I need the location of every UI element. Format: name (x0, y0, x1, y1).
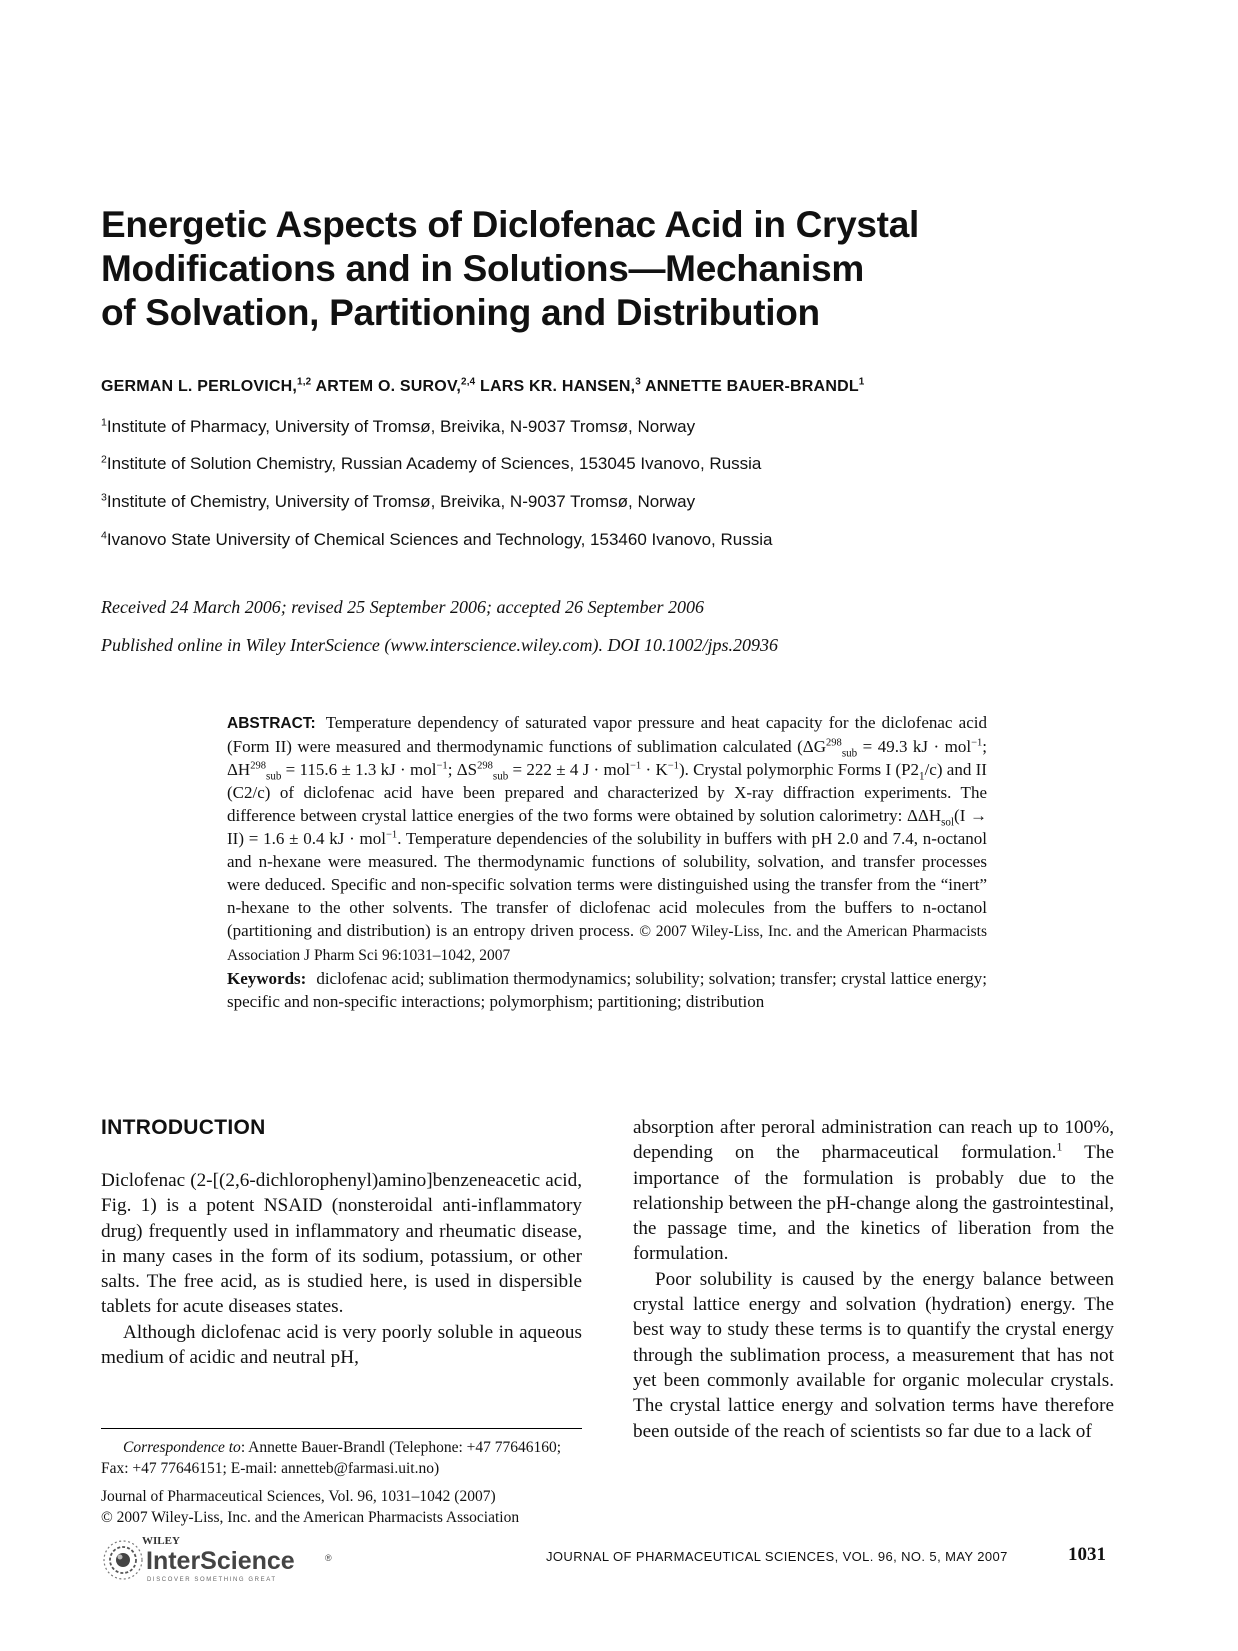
abstract-text: ; ΔH (227, 737, 988, 779)
abstract-text: = 115.6 ± 1.3 kJ · mol (281, 760, 437, 779)
abstract-sup: 298 (826, 737, 842, 749)
affiliation-mark: 4 (101, 529, 107, 542)
abstract-sup: −1 (971, 737, 983, 749)
abstract-copyright: © 2007 Wiley-Liss, Inc. and the American Pharmacists Association J Pharm Sci 96:1031–1042, 2007 (227, 923, 988, 964)
publication-info: Published online in Wiley InterScience (www.interscience.wiley.com). DOI 10.1002/jps.20936 (101, 635, 779, 655)
affiliation-text: Institute of Chemistry, University of Tromsø, Breivika, N-9037 Tromsø, Norway (106, 492, 696, 511)
correspondence-line (101, 1437, 582, 1479)
affiliation-mark: 1 (101, 416, 107, 429)
correspondence-text: : Annette Bauer-Brandl (Telephone: +47 77646160; Fax: +47 77646151; E-mail: annetteb@farmasi.uit.no) (101, 1439, 562, 1477)
paragraph-text: absorption after peroral administration can reach up to 100%, depending on the pharmaceutical formulation. (633, 1117, 1114, 1164)
paragraph: Poor solubility is caused by the energy balance between crystal lattice energy and solvation (hydration) energy. The best way to study these terms is to quantify the crystal energy through the sublimation process, a measurement that has not yet been commonly available for organic molecular crystals. The crystal lattice energy and solvation terms have therefore been outside of the reach of scientists so far due to a lack of (633, 1268, 1114, 1442)
abstract-sup: −1 (385, 829, 398, 841)
section-heading-introduction: INTRODUCTION (101, 1116, 266, 1139)
correspondence-footnote (101, 1437, 582, 1528)
wiley-wordmark: WILEY (142, 1535, 180, 1547)
author-name: GERMAN L. PERLOVICH, (101, 378, 298, 395)
author-list (101, 378, 865, 396)
abstract-text: ; ΔS (447, 760, 478, 779)
affiliation-text: Institute of Solution Chemistry, Russian Academy of Sciences, 153045 Ivanovo, Russia (106, 454, 762, 473)
abstract-text: (I → II) = 1.6 ± 0.4 kJ · mol (227, 806, 988, 848)
abstract-sub: sub (266, 770, 282, 783)
author-affiliation-mark: 1 (858, 376, 865, 388)
title-line-3: of Solvation, Partitioning and Distribution (101, 292, 820, 333)
abstract-body (227, 711, 987, 967)
affiliation-mark: 3 (101, 491, 107, 504)
author-affiliation-mark: 3 (635, 376, 641, 388)
abstract-sub: sub (841, 747, 858, 760)
abstract-text: · K (641, 760, 668, 779)
author-affiliation-mark: 2,4 (461, 376, 476, 388)
page-number: 1031 (1068, 1544, 1106, 1565)
correspondence-label: Correspondence to (123, 1439, 241, 1456)
abstract-text: ). Crystal polymorphic Forms I (P2 (678, 760, 920, 779)
received-dates: Received 24 March 2006; revised 25 September 2006; accepted 26 September 2006 (101, 597, 704, 617)
left-column (101, 1168, 582, 1370)
abstract-sup: 298 (250, 760, 267, 772)
author-affiliation-mark: 1,2 (297, 376, 312, 388)
title-line-1: Energetic Aspects of Diclofenac Acid in Crystal (101, 204, 919, 245)
paragraph-text: The importance of the formulation is probably due to the relationship between the pH-change along the gastrointestinal, the passage time, and the kinetics of liberation from the formulation. (633, 1142, 1114, 1265)
abstract-text: = 222 ± 4 J · mol (508, 760, 630, 779)
right-column (633, 1115, 1114, 1444)
abstract-text: . Temperature dependencies of the solubility in buffers with pH 2.0 and 7.4, n-octanol and n-hexane were measured. The thermodynamic functions of solubility, solvation, and transfer processes were deduced. Specific and non-specific solvation terms were distinguished using the transfer from the “inert” n-hexane to the other solvents. The transfer of diclofenac acid molecules from the buffers to n-octanol (partitioning and distribution) is an entropy driven process. (227, 829, 988, 940)
author-name: LARS KR. HANSEN, (480, 378, 636, 395)
affiliation (101, 417, 695, 437)
copyright-line: © 2007 Wiley-Liss, Inc. and the American Pharmacists Association (101, 1509, 520, 1526)
journal-citation: Journal of Pharmaceutical Sciences, Vol. 96, 1031–1042 (2007) (101, 1488, 496, 1505)
affiliation (101, 530, 772, 550)
abstract-label: ABSTRACT: (227, 715, 316, 732)
keywords-text: diclofenac acid; sublimation thermodynamics; solubility; solvation; transfer; crystal lattice energy; specific and non-specific interactions; polymorphism; partitioning; distribution (227, 969, 987, 1011)
author-name: ARTEM O. SUROV, (315, 378, 461, 395)
affiliation-text: Institute of Pharmacy, University of Tromsø, Breivika, N-9037 Tromsø, Norway (106, 417, 696, 436)
article-title (101, 203, 981, 335)
keywords-label: Keywords: (227, 969, 307, 988)
registered-mark: ® (325, 1553, 332, 1563)
author-name: ANNETTE BAUER-BRANDL (645, 378, 859, 395)
abstract-sup: −1 (629, 760, 642, 772)
paragraph (633, 1115, 1114, 1267)
abstract-sup: −1 (667, 760, 679, 772)
logo-tagline: DISCOVER SOMETHING GREAT (147, 1577, 277, 1583)
globe-icon (104, 1541, 142, 1579)
abstract-sub: sol (941, 816, 955, 829)
abstract-text: = 49.3 kJ · mol (857, 737, 972, 756)
reference-mark: 1 (1056, 1139, 1063, 1154)
abstract-text: /c) and II (C2/c) of diclofenac acid have been prepared and characterized by X-ray diffraction experiments. The difference between crystal lattice energies of the two forms were obtained by solution calorimetry: ΔΔH (227, 760, 987, 825)
abstract-sup: 298 (477, 760, 493, 772)
affiliation (101, 454, 761, 474)
keywords (227, 967, 987, 1013)
abstract (227, 711, 987, 1013)
abstract-text: Temperature dependency of saturated vapor pressure and heat capacity for the diclofenac acid (Form II) were measured and thermodynamic functions of sublimation calculated (ΔG (227, 713, 987, 756)
wiley-interscience-logo (100, 1527, 360, 1592)
paragraph: Although diclofenac acid is very poorly soluble in aqueous medium of acidic and neutral pH, (101, 1321, 582, 1369)
affiliation (101, 492, 695, 512)
running-footer: JOURNAL OF PHARMACEUTICAL SCIENCES, VOL. 96, NO. 5, MAY 2007 (546, 1549, 1008, 1564)
affiliation-text: Ivanovo State University of Chemical Sciences and Technology, 153460 Ivanovo, Russia (106, 530, 773, 549)
footnote-divider (101, 1428, 582, 1429)
abstract-sup: −1 (436, 760, 448, 772)
abstract-sub: 1 (919, 770, 925, 783)
interscience-wordmark: InterScience (146, 1547, 295, 1575)
title-line-2: Modifications and in Solutions—Mechanism (101, 248, 864, 289)
paragraph: Diclofenac (2-[(2,6-dichlorophenyl)amino]benzeneacetic acid, Fig. 1) is a potent NSAID (nonsteroidal anti-inflammatory drug) frequently used in inflammatory and rheumatic disease, in many cases in the form of its sodium, potassium, or other salts. The free acid, as is studied here, is used in dispersible tablets for acute diseases states. (101, 1170, 582, 1318)
abstract-sub: sub (492, 770, 509, 783)
affiliation-mark: 2 (101, 453, 107, 466)
